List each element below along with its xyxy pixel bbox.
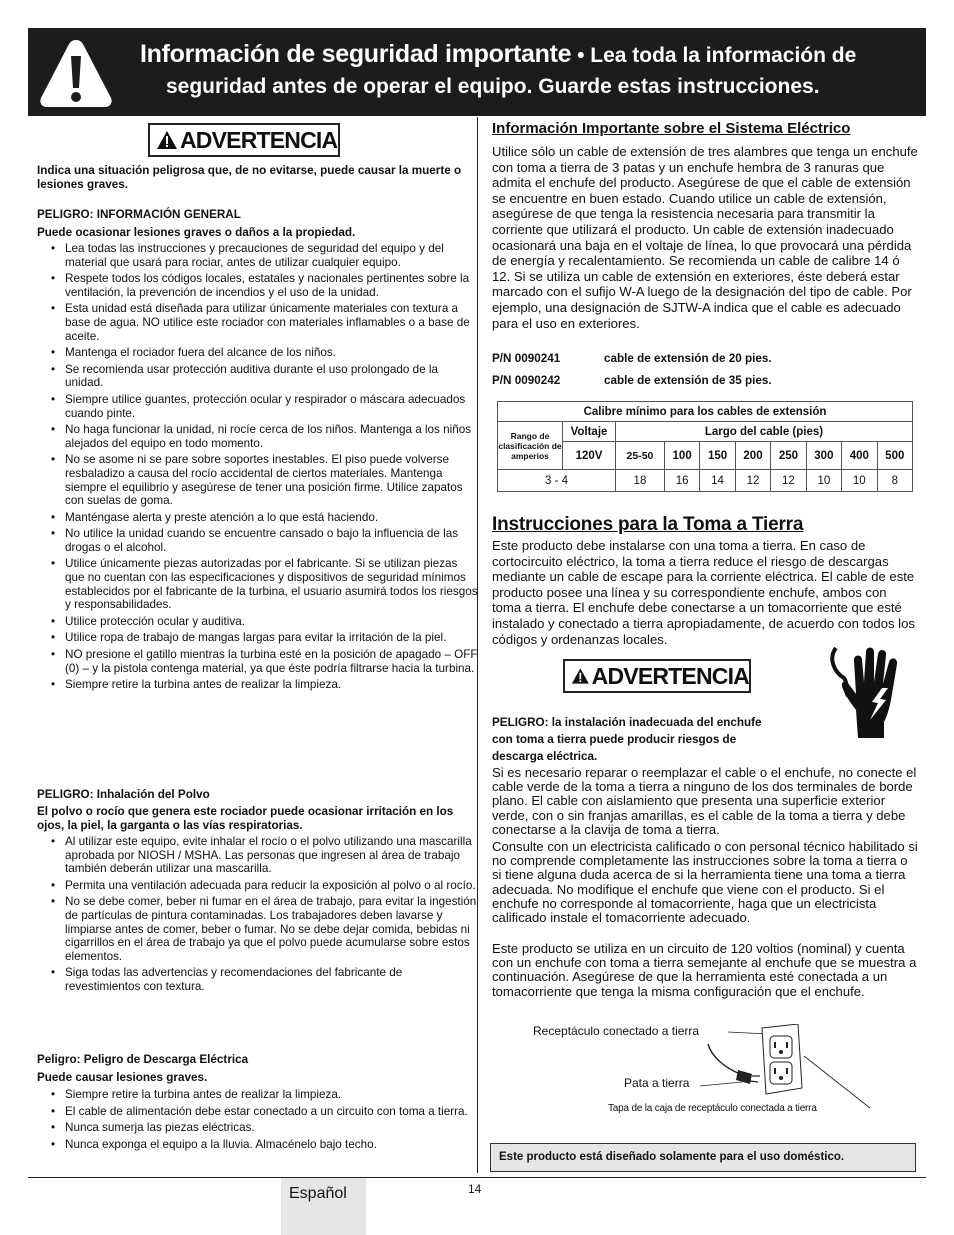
alert-icon (156, 130, 178, 150)
list-item: • Esta unidad está diseñada para utilizar únicamente materiales con textura a base de agua. NO utilice este rociador con materiales inflamables o a base de aceite. (51, 302, 479, 343)
shock-heading: Peligro: Peligro de Descarga Eléctrica (37, 1053, 249, 1066)
gauge-cell: 12 (771, 470, 806, 492)
electrical-body: Utilice sólo un cable de extensión de tres alambres que tenga un enchufe con toma a tierra de 3 patas y un enchufe hembra de 3 ranuras que admita el enchufe del producto. Asegúrese de que el cable de extensión se encuentre en buen estado. Cuando utilice un cable de extensión, asegúrese de que tenga la resistencia necesaria para transmitir la corriente que utilizará el producto. Un cable de extensión inadecuado ocasionará una baja en el voltaje de línea, lo que provocará una pérdida de energía y recalentamiento. Se recomienda un cable de calibre 14 ó 12. Si se utiliza un cable de extensión en exteriores, éste deberá estar marcado con el sufijo W-A luego de la designación del tipo de cable. Por ejemplo, una designación de SJTW-A indica que el cable es adecuado para el uso en exteriores. (492, 144, 918, 331)
paragraph-consult: Consulte con un electricista calificado o con personal técnico habilitado si no comprende completamente las instrucciones sobre la toma a tierra o si tiene alguna duda acerca de si la herramienta tiene una toma a tierra adecuada. No modifique el enchufe que viene con el producto. Si el enchufe no corresponde al tomacorriente, haga que un electricista calificado instale el tomacorriente adecuado. (492, 839, 918, 926)
receptacle-label: Receptáculo conectado a tierra (533, 1024, 700, 1038)
list-item: • No se asome ni se pare sobre soportes inestables. El piso puede volverse resbaladizo a causa del rocío accidental de ciertos materiales. Mantenga siempre el equilibrio y asegúrese de tener una posición firme. Utilice zapatos con suelas de goma. (51, 453, 479, 507)
list-item: • Al utilizar este equipo, evite inhalar el rocío o el polvo utilizando una mascarilla aprobada por NIOSH / MSHA. Las personas que ingresen al área de trabajo también deberán utilizar una mascarilla. (51, 835, 479, 876)
paragraph-circuit: Este producto se utiliza en un circuito de 120 voltios (nominal) y cuenta con un enchufe con toma a tierra semejante al enchufe que se muestra a continuación. Asegúrese de que la herramienta esté conectada a un tomacorriente que tenga la misma configuración que el enchufe. (492, 941, 917, 999)
gauge-cell: 10 (806, 470, 841, 492)
list-item: • Siga todas las advertencias y recomendaciones del fabricante de revestimientos con textura. (51, 966, 479, 993)
header-line-1 (140, 40, 856, 69)
length-header: Largo del cable (pies) (616, 422, 913, 442)
warning-box-left (148, 123, 340, 157)
amp-range-header: Rango de clasificación de amperios (498, 422, 563, 470)
extension-cord-table (497, 401, 913, 492)
list-item: • Utilice únicamente piezas autorizadas por el fabricante. Si se utilizan piezas que no cuentan con las especificaciones y dispositivos de seguridad mínimos establecidos por el fabricante de la turbina, el usuario asumirá todos los riesgos y responsabilidades. (51, 557, 479, 611)
voltage-header: Voltaje (563, 422, 616, 442)
warning-triangle-icon (38, 36, 114, 110)
dust-list (51, 835, 479, 997)
list-item: • Siempre retire la turbina antes de realizar la limpieza. (51, 678, 479, 692)
length-cell: 100 (664, 442, 699, 470)
general-heading: PELIGRO: INFORMACIÓN GENERAL (37, 208, 241, 221)
dust-subheading: El polvo o rocío que genera este rociador puede ocasionar irritación en los ojos, la piel, la garganta o las vías respiratorias. (37, 805, 454, 832)
header-subtitle-1: • Lea toda la información de (571, 44, 857, 67)
length-cell: 400 (842, 442, 877, 470)
grounding-body: Este producto debe instalarse con una toma a tierra. En caso de cortocircuito eléctrico, la toma a tierra reduce el riesgo de descargas mediante un cable de escape para la corriente eléctrica. El cable de este producto posee una línea y su correspondiente enchufe, ambos con toma a tierra. El enchufe debe conectarse a un tomacorriente que esté instalado y conectado a tierra apropiadamente, de acuerdo con todos los códigos y ordenanzas locales. (492, 538, 915, 647)
part-description: cable de extensión de 20 pies. (604, 352, 772, 365)
list-item: • No haga funcionar la unidad, ni rocíe cerca de los niños. Mantenga a los niños alejados del equipo en todo momento. (51, 423, 479, 450)
list-item: • Mantenga el rociador fuera del alcance de los niños. (51, 346, 479, 360)
warning-box-right (563, 659, 751, 693)
ground-pin-label: Pata a tierra (624, 1076, 690, 1090)
list-item: • No se debe comer, beber ni fumar en el área de trabajo, para evitar la ingestión de partículas de pintura contaminadas. Los trabajadores deben lavarse y limpiarse antes de comer, beber o fumar. No se debe dejar comida, bebidas ni cigarrillos en el área de trabajo ya que el polvo puede acumularse sobre estos elementos. (51, 895, 479, 963)
grounded-outlet-diagram (700, 1024, 880, 1114)
part-description: cable de extensión de 35 pies. (604, 374, 772, 387)
danger-line: PELIGRO: la instalación inadecuada del enchufe (492, 716, 762, 729)
length-cell: 25-50 (616, 442, 665, 470)
list-item: • No utilice la unidad cuando se encuentre cansado o bajo la influencia de las drogas o el alcohol. (51, 527, 479, 554)
safety-header (28, 28, 926, 116)
gauge-cell: 14 (700, 470, 735, 492)
length-cell: 150 (700, 442, 735, 470)
language-tab: Español (281, 1178, 366, 1235)
electrical-heading: Información Importante sobre el Sistema Eléctrico (492, 120, 851, 137)
list-item: • Nunca exponga el equipo a la lluvia. Almacénelo bajo techo. (51, 1138, 479, 1152)
page-title: Información de seguridad importante (140, 40, 572, 68)
danger-line: descarga eléctrica. (492, 750, 598, 763)
part-row-1 (492, 352, 918, 366)
list-item: • El cable de alimentación debe estar conectado a un circuito con toma a tierra. (51, 1105, 479, 1119)
dust-heading: PELIGRO: Inhalación del Polvo (37, 788, 210, 801)
amps-value: 3 - 4 (498, 470, 616, 492)
list-item: • Siempre retire la turbina antes de realizar la limpieza. (51, 1088, 479, 1102)
gauge-cell: 16 (664, 470, 699, 492)
cover-label: Tapa de la caja de receptáculo conectada a tierra (608, 1103, 817, 1114)
list-item: • Utilice ropa de trabajo de mangas largas para evitar la irritación de la piel. (51, 631, 479, 645)
gauge-cell: 18 (616, 470, 665, 492)
list-item: • Utilice protección ocular y auditiva. (51, 615, 479, 629)
shock-list (51, 1088, 479, 1154)
footer-rule (28, 1177, 926, 1178)
gauge-cell: 10 (842, 470, 877, 492)
part-row-2 (492, 374, 918, 388)
length-cell: 500 (877, 442, 912, 470)
header-subtitle-2: seguridad antes de operar el equipo. Guarde estas instrucciones. (166, 75, 820, 98)
alert-icon (571, 666, 590, 686)
part-number: P/N 0090242 (492, 374, 561, 387)
gauge-cell: 8 (877, 470, 912, 492)
length-cell: 250 (771, 442, 806, 470)
list-item: • Manténgase alerta y preste atención a lo que está haciendo. (51, 511, 479, 525)
list-item: • Respete todos los códigos locales, estatales y nacionales pertinentes sobre la ventilación, la prevención de incendios y el uso de la unidad. (51, 272, 479, 299)
general-subheading: Puede ocasionar lesiones graves o daños a la propiedad. (37, 226, 356, 239)
domestic-use-note: Este producto está diseñado solamente para el uso doméstico. (490, 1143, 916, 1172)
general-list (51, 242, 479, 695)
paragraph-repair: Si es necesario reparar o reemplazar el cable o el enchufe, no conecte el cable verde de la toma a tierra a ninguno de los dos terminales de borde plano. El cable con aislamiento que presenta una superficie exterior verde, con o sin franjas amarillas, es el cable de la toma a tierra y debe conectarse a la clavija de toma a tierra. (492, 765, 917, 837)
grounding-heading: Instrucciones para la Toma a Tierra (492, 514, 804, 535)
list-item: • Se recomienda usar protección auditiva durante el uso prolongado de la unidad. (51, 363, 479, 390)
length-cell: 300 (806, 442, 841, 470)
warning-label: ADVERTENCIA (591, 662, 749, 689)
shock-subheading: Puede causar lesiones graves. (37, 1071, 208, 1084)
warning-label: ADVERTENCIA (180, 126, 338, 153)
part-number: P/N 0090241 (492, 352, 561, 365)
warning-intro: Indica una situación peligrosa que, de no evitarse, puede causar la muerte o lesiones graves. (37, 164, 462, 191)
danger-line: con toma a tierra puede producir riesgos de (492, 733, 737, 746)
voltage-value: 120V (563, 442, 616, 470)
list-item: • Nunca sumerja las piezas eléctricas. (51, 1121, 479, 1135)
page-number: 14 (468, 1182, 482, 1196)
list-item: • Siempre utilice guantes, protección ocular y respirador o máscara adecuados cuando pinte. (51, 393, 479, 420)
danger-text (492, 714, 918, 765)
table-title: Calibre mínimo para los cables de extensión (498, 402, 913, 422)
list-item: • Permita una ventilación adecuada para reducir la exposición al polvo o al rocío. (51, 879, 479, 893)
gauge-cell: 12 (735, 470, 770, 492)
list-item: • Lea todas las instrucciones y precauciones de seguridad del equipo y del material que usará para rociar, antes de utilizar cualquier equipo. (51, 242, 479, 269)
length-cell: 200 (735, 442, 770, 470)
list-item: • NO presione el gatillo mientras la turbina esté en la posición de apagado – OFF (0) – y la pistola contenga material, ya que éste podría filtrarse hacia la turbina. (51, 648, 479, 675)
